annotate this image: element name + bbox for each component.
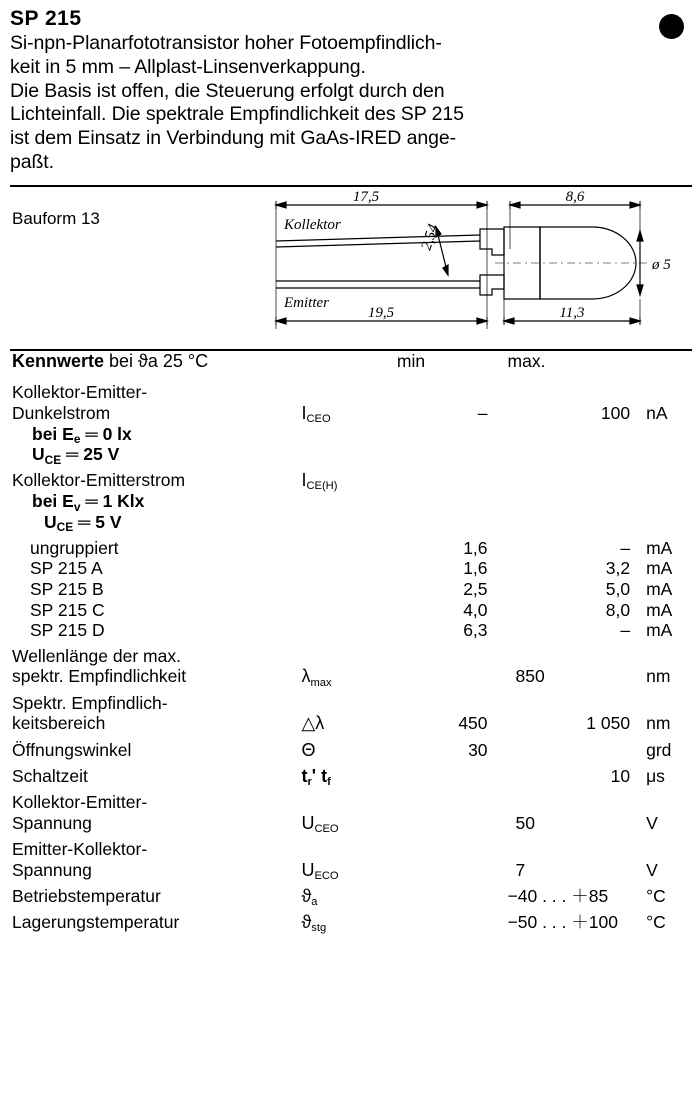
param-symbol: $I_{CE(H)}$: [301, 470, 338, 493]
col-header-min: min: [396, 350, 426, 371]
param-symbol: △λ: [301, 713, 325, 734]
param-value: 50: [515, 812, 535, 833]
param-max: 10: [610, 765, 631, 786]
param-unit: μs: [646, 765, 665, 786]
param-min: 1,6: [463, 537, 488, 558]
filled-circle-icon: [659, 14, 684, 39]
param-unit: mA: [646, 599, 673, 620]
table-row: [10, 912, 694, 933]
param-min: 1,6: [463, 558, 488, 579]
table-row: [10, 713, 694, 734]
param-max: 1 050: [586, 713, 631, 734]
table-row: [10, 886, 694, 907]
param-symbol: $\lambda_{max}$: [301, 666, 332, 689]
param-label: SP 215 B: [30, 578, 104, 599]
param-max: 100: [600, 402, 631, 423]
table-row: [10, 839, 694, 860]
param-min: 30: [468, 739, 488, 760]
intro-line-6: paßt.: [10, 150, 54, 173]
param-unit: nm: [646, 666, 671, 687]
param-label: Lagerungstemperatur: [12, 912, 180, 933]
param-symbol: Θ: [301, 739, 316, 760]
param-label: Wellenlänge der max.: [12, 645, 181, 666]
table-row: [10, 444, 694, 465]
param-condition: bei $E_e$ ═ 0 lx: [32, 423, 132, 447]
param-label: Kollektor-Emitter-: [12, 381, 148, 402]
dim-diameter: ø 5: [652, 256, 671, 273]
param-symbol: $I_{CEO}$: [301, 402, 331, 425]
param-label: Spannung: [12, 812, 92, 833]
table-row: [10, 403, 694, 424]
param-label: ungruppiert: [30, 537, 119, 558]
intro-line-2: keit in 5 mm – Allplast-Linsenverkappung.: [10, 55, 366, 78]
table-row: [10, 766, 694, 787]
param-unit: °C: [646, 885, 666, 906]
param-max: –: [620, 620, 631, 641]
param-max: 5,0: [605, 578, 631, 599]
intro-text: [0, 30, 700, 175]
param-label: Kollektor-Emitterstrom: [12, 470, 186, 491]
table-row: [10, 512, 694, 533]
label-kollektor: Kollektor: [284, 216, 341, 233]
param-symbol: $ϑ_a$: [301, 885, 318, 908]
table-row: [10, 424, 694, 445]
param-unit: V: [646, 859, 658, 880]
table-row: [10, 813, 694, 834]
param-symbol: $U_{CEO}$: [301, 812, 339, 835]
param-min: 450: [458, 713, 488, 734]
param-label: Spannung: [12, 859, 92, 880]
param-unit: mA: [646, 558, 673, 579]
param-unit: nA: [646, 402, 668, 423]
page-header: [0, 0, 700, 30]
param-label: Öffnungswinkel: [12, 739, 132, 760]
table-header-row: [10, 351, 694, 382]
table-row: [10, 620, 694, 641]
table-row: [10, 792, 694, 813]
param-label: Emitter-Kollektor-: [12, 838, 148, 859]
package-outline-drawing: [240, 189, 690, 349]
dim-top-right: 8,6: [565, 188, 585, 205]
param-unit: mA: [646, 578, 673, 599]
param-max: –: [620, 537, 631, 558]
intro-line-5: ist dem Einsatz in Verbindung mit GaAs-IRED ange-: [10, 127, 456, 150]
param-max: 8,0: [605, 599, 631, 620]
table-title: Kennwerte: [12, 350, 105, 371]
label-emitter: Emitter: [284, 294, 329, 311]
table-row: [10, 491, 694, 512]
table-row: [10, 579, 694, 600]
param-label: SP 215 D: [30, 620, 105, 641]
param-value: 7: [515, 859, 526, 880]
param-label: spektr. Empfindlichkeit: [12, 666, 187, 687]
param-label: Betriebstemperatur: [12, 885, 161, 906]
param-condition: bei $E_v$ ═ 1 Klx: [32, 491, 145, 514]
param-unit: nm: [646, 713, 671, 734]
table-row: [10, 693, 694, 714]
param-condition: $U_{CE}$ ═ 25 V: [32, 444, 120, 467]
col-header-max: max.: [507, 350, 546, 371]
package-caption: Bauform 13: [12, 208, 100, 228]
table-row: [10, 740, 694, 761]
param-unit: V: [646, 812, 658, 833]
table-row: [10, 666, 694, 687]
param-min: –: [477, 402, 488, 423]
param-min: 6,3: [463, 620, 488, 641]
dim-top-left: 17,5: [352, 188, 380, 205]
param-unit: °C: [646, 912, 666, 933]
param-unit: mA: [646, 620, 673, 641]
characteristics-table: [10, 351, 694, 934]
intro-line-4: Lichteinfall. Die spektrale Empfindlichkeit des SP 215: [10, 103, 464, 126]
param-label: SP 215 A: [30, 558, 103, 579]
param-value: 850: [515, 666, 545, 687]
dim-pitch: 2,54: [418, 222, 442, 252]
param-value: −50 . . . ＋100: [507, 912, 618, 933]
table-row: [10, 860, 694, 881]
table-row: [10, 558, 694, 579]
dim-bottom-right: 11,3: [559, 304, 585, 321]
param-min: 4,0: [463, 599, 488, 620]
param-unit: grd: [646, 739, 672, 760]
param-label: SP 215 C: [30, 599, 105, 620]
intro-line-3: Die Basis ist offen, die Steuerung erfolgt durch den: [10, 79, 445, 102]
table-row: [10, 382, 694, 403]
param-value: −40 . . . ＋85: [507, 885, 609, 906]
package-drawing-block: [10, 187, 692, 349]
table-row: [10, 600, 694, 621]
param-unit: mA: [646, 537, 673, 558]
param-max: 3,2: [605, 558, 631, 579]
param-label: Dunkelstrom: [12, 402, 111, 423]
dim-bottom-left: 19,5: [367, 304, 395, 321]
param-symbol: $t_r'$ $t_f$: [301, 765, 331, 788]
intro-line-1: Si-npn-Planarfototransistor hoher Fotoempfindlich-: [10, 32, 442, 55]
param-condition: $U_{CE}$ ═ 5 V: [44, 512, 122, 535]
table-row: [10, 646, 694, 667]
param-symbol: $ϑ_{stg}$: [301, 912, 327, 935]
param-label: keitsbereich: [12, 713, 106, 734]
table-row: [10, 470, 694, 491]
param-label: Spektr. Empfindlich-: [12, 692, 168, 713]
param-symbol: $U_{ECO}$: [301, 859, 339, 882]
table-row: [10, 538, 694, 559]
param-label: Kollektor-Emitter-: [12, 792, 148, 813]
param-label: Schaltzeit: [12, 765, 88, 786]
param-min: 2,5: [463, 578, 488, 599]
page-title: SP 215: [10, 7, 82, 30]
table-title-condition: bei ϑa 25 °C: [104, 350, 209, 371]
